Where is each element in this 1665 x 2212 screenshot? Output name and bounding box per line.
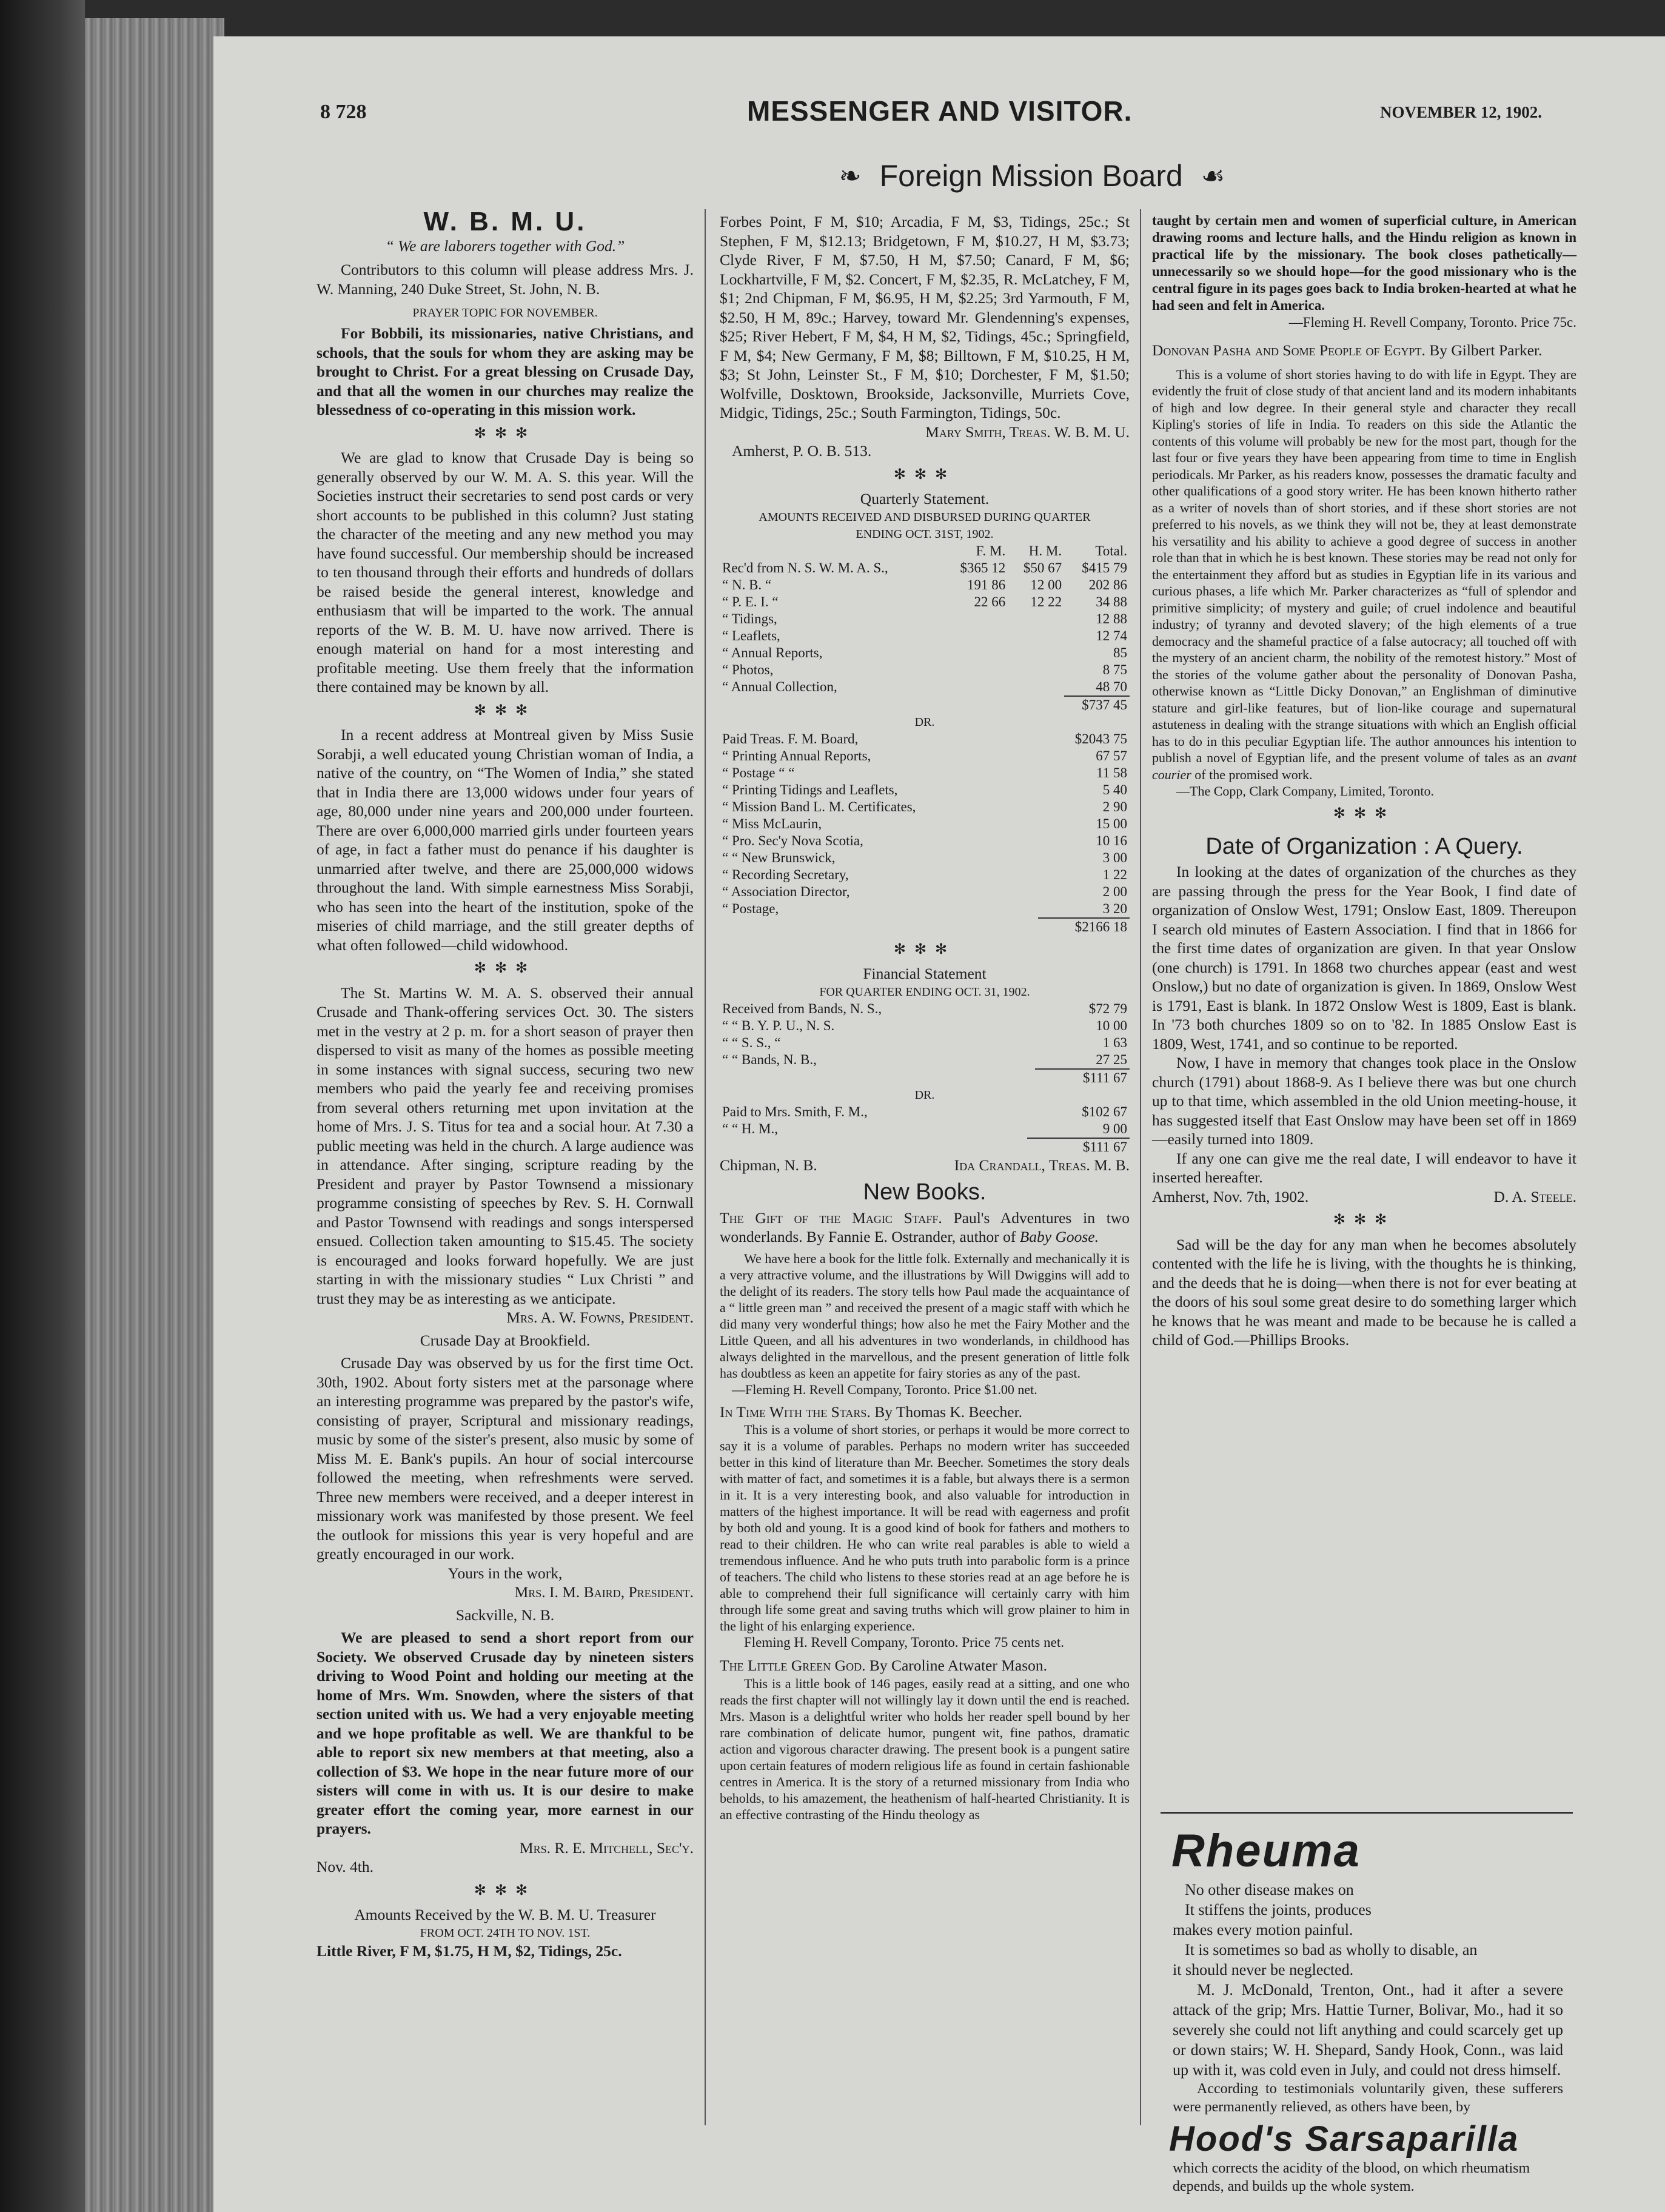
table-row: “ Association Director, 2 00 [722,883,1127,899]
column-rule [1140,209,1141,2125]
st-martins-signature: Mrs. A. W. Fowns, President. [506,1309,694,1326]
prayer-topic-heading: PRAYER TOPIC FOR NOVEMBER. [412,306,598,320]
newspaper-page [213,36,1665,2212]
financial-receipts-table [720,1000,1130,1087]
amounts-subheading: FROM OCT. 24TH TO NOV. 1ST. [420,1926,591,1940]
section-heading [638,152,1426,200]
date-of-organization-signature-line [1152,1187,1576,1207]
st-martins-report: The St. Martins W. M. A. S. observed their annual Crusade and Thank-offering services Oct. 30. The sisters met in the vestry at 2 p. m. for a short season of prayer then dispersed to visit as many of the homes as possible meeting in some instances with signal success, securing two new members who paid the yearly fee and receiving promises from several others returning met upon invitation at the home of Mrs. J. S. Titus for tea and a social hour. At 7.30 a public meeting was held in the church. A large audience was in attendance. After singing, scripture reading by the President and prayer by Pastor Townsend a missionary programme consisting of speeches by Rev. S. H. Cornwall and Pastor Townsend with readings and songs interspersed ensued. Collection taken amounting to $15.45. The society is encouraged and looks forward hopefully. We are just starting in with the missionary studies “ Lux Christi ” and trust they may be as interesting as we anticipate. [317,984,694,1307]
table-row: “ Miss McLaurin, 15 00 [722,816,1127,831]
table-header-row [720,543,1130,560]
star-divider: ✻✻✻ [474,702,537,719]
quarterly-subheading-2: ENDING OCT. 31ST, 1902. [856,527,994,541]
table-row: “ Printing Tidings and Leaflets, 5 40 [722,782,1127,797]
table-total-row: $111 67 [720,1069,1130,1087]
table-row: “ “ S. S., “ 1 63 [722,1034,1127,1050]
table-row: Rec'd from N. S. W. M. A. S., $365 12 $50 67 $415 79 [722,560,1127,575]
section-title: Foreign Mission Board [879,159,1183,193]
crusade-day-paragraph: We are glad to know that Crusade Day is being so generally observed by our W. M. A. S. this year. Will the Societies instruct their secretaries to send post cards or very short accounts to be published in this column? Just stating the character of the meeting and any new method you may have found successful. Our membership should be increased to ten thousand through their efforts and hundreds of dollars be raised beside the general interest, knowledge and enthusiasm that will be imparted to the work. The annual reports of the W. B. M. U. have now arrived. There is enough material on hand for a most interesting and profitable meeting. Use them freely that the information there contained may be known by all. [317,449,694,695]
new-books-heading: New Books. [863,1179,987,1205]
table-row: “ Mission Band L. M. Certificates, 2 90 [722,799,1127,814]
hoods-advertisement [1161,1812,1573,2196]
debit-heading: DR. [914,715,935,729]
leaf-ornament-icon: ☙ [1201,161,1225,191]
financial-signature: Ida Crandall, Treas. M. B. [954,1156,1130,1174]
table-row: Received from Bands, N. S., $72 79 [722,1000,1127,1016]
ad-line: makes every motion painful. [1173,1921,1353,1939]
phillips-brooks-quote: Sad will be the day for any man when he becomes absolutely contented with the life he is living, with the thoughts he is thinking, and the deeds that he is doing—when there is not for ever beating at the doors of his soul some great desire to do something larger which he knows that he was meant and made to be because he is called a child of God.—Phillips Brooks. [1152,1235,1576,1349]
sackville-heading: Sackville, N. B. [455,1606,555,1624]
table-row: “ Recording Secretary, 1 22 [722,866,1127,882]
ad-line: it should never be neglected. [1173,1961,1354,1979]
contributors-note: Contributors to this column will please address Mrs. J. W. Manning, 240 Duke Street, St. John, N. B. [317,261,694,298]
little-green-god-continued: taught by certain men and women of superficial culture, in American drawing rooms and lecture halls, and the Hindu religion as known in practical life by the missionary. The book closes pathetically—unnecessarily so we should hope—for the good missionary who is the central figure in its pages goes back to India broken-hearted at what he had seen and felt in America. [1152,213,1576,313]
ad-line: According to testimonials voluntarily given, these sufferers were permanently relieved, as others have been, by [1173,2081,1563,2115]
wbmu-motto: “ We are laborers together with God.” [385,236,625,255]
treasurer-address: Amherst, P. O. B. 513. [732,442,872,460]
date-of-organization-text-3: If any one can give me the real date, I will endeavor to have it inserted hereafter. [1152,1149,1576,1186]
table-row: “ Postage, 3 20 [722,900,1127,916]
ad-line: No other disease makes on [1185,1881,1354,1899]
book-donovan-pasha-publisher: —The Copp, Clark Company, Limited, Toronto. [1176,783,1434,799]
ad-line: It stiffens the joints, produces [1185,1901,1372,1919]
book-time-with-stars-review: This is a volume of short stories, or perhaps it would be more correct to say it is a volume of parables. Perhaps no modern writer has succeeded better in this kind of literature than Mr. Beecher. Sometimes the story deals with matter of fact, and sometimes it is a fable, but always there is a sermon in it. It is a very interesting book, and also valuable for introduction in matters of the highest importance. It will be read with eagerness and profit by both old and young. It is a good kind of book for fathers and mothers to read to their children. He who can write real parables is able to wield a tremendous influence. And he who puts truth into parabolic form is a prince of teachers. The child who listens to these stories read at an age before he is able to comprehend their full significance will certainly carry with him through life some great and saving truths which will grow plainer to him in the light of his enlarging experience. [720,1422,1130,1634]
ad-line: which corrects the acidity of the blood, on which rheumatism depends, and builds up the whole system. [1173,2160,1530,2194]
sackville-report: We are pleased to send a short report from our Society. We observed Crusade day by nineteen sisters driving to Wood Point and holding our meeting at the home of Mrs. Wm. Snowden, where the sisters of that section united with us. We had a very enjoyable meeting and we hope profitable as well. We are thankful to be able to report six new members at that meeting, also a collection of $3. We hope in the near future more of our sisters will come in with us. It is our desire to make greater effort the coming year, more earnest in our prayers. [317,1629,694,1837]
column-accounts-books [720,212,1130,1823]
date-of-organization-place: Amherst, Nov. 7th, 1902. [1152,1187,1309,1205]
star-divider: ✻✻✻ [1333,806,1396,822]
quarterly-receipts-table [720,543,1130,714]
date-of-organization-signature: D. A. Steele. [1493,1187,1576,1205]
table-row: “ “ Bands, N. B., 27 25 [722,1051,1127,1067]
table-row: “ Postage “ “ 11 58 [722,765,1127,780]
wbmu-title: W. B. M. U. [423,207,587,236]
prayer-topic: For Bobbili, its missionaries, native Christians, and schools, that the souls for whom they are asking may be brought to Christ. For a great blessing on Crusade Day, and that all the women in our churches may realize the blessedness of co-operating in this mission work. [317,324,694,418]
brookfield-signature: Mrs. I. M. Baird, President. [514,1583,694,1601]
ad-line: It is sometimes so bad as wholly to disable, an [1185,1941,1478,1959]
star-divider: ✻✻✻ [1333,1212,1396,1228]
column-header: F. M. [976,543,1006,558]
issue-date: NOVEMBER 12, 1902. [1380,103,1543,121]
column-header: H. M. [1028,543,1062,558]
book-gift-magic-staff-title: The Gift of the Magic Staff. Paul's Adventures in two wonderlands. By Fannie E. Ostrander, author of Baby Goose. [720,1208,1130,1245]
date-of-organization-text-2: Now, I have in memory that changes took place in the Onslow church (1791) about 1868-9. As I believe there was but one church up to that time, which assembled in the old Union meeting-house, it has suggested itself that East Onslow may have been set off in 1869—easily turned into 1809. [1152,1054,1576,1148]
column-wbmu [317,207,694,1960]
treasurer-signature: Mary Smith, Treas. W. B. M. U. [925,423,1130,441]
sackville-signature: Mrs. R. E. Mitchell, Sec'y. [519,1838,694,1857]
sorabji-paragraph: In a recent address at Montreal given by Miss Susie Sorabji, a well educated young Christian woman of India, a native of the country, on “The Women of India,” she stated that in India there are 13,000 widows under four years of age, 80,000 under nine years and 200,000 under fourteen. There are over 6,000,000 married girls under fourteen years of age, in fact a father must do penance if his daughter is unmarried after twelve, and there are 25,000,000 widows throughout the land. With simple earnestness Miss Sorabji, who has seen into the heart of the institution, spoke of the miseries of child marriage, and the still greater depths of what often followed—child widowhood. [317,726,694,954]
table-row: “ Pro. Sec'y Nova Scotia, 10 16 [722,833,1127,848]
date-of-organization-heading: Date of Organization : A Query. [1205,833,1523,859]
financial-place: Chipman, N. B. [720,1156,817,1174]
book-little-green-god-review: This is a little book of 146 pages, easily read at a sitting, and one who reads the first chapter will not willingly lay it down until the end is reached. Mrs. Mason is a delightful writer who holds her reader spell bound by her rare combination of delicate humor, pungent wit, fine pathos, dramatic action and vigorous character drawing. The present book is a pungent satire upon certain features of modern religious life as found in certain fashionable centres in America. It is the story of a returned missionary from India who beholds, to his amazement, the heathenism of half-hearted Christianity. It is an effective contrasting of the Hindu theology as [720,1675,1130,1822]
financial-heading: Financial Statement [863,965,987,982]
book-time-with-stars-publisher: Fleming H. Revell Company, Toronto. Price 75 cents net. [744,1635,1064,1650]
brookfield-heading: Crusade Day at Brookfield. [420,1331,591,1349]
financial-subheading: FOR QUARTER ENDING OCT. 31, 1902. [819,985,1030,999]
ad-testimonials: M. J. McDonald, Trenton, Ont., had it after a severe attack of the grip; Mrs. Hattie Turner, Bolivar, Mo., had it so severely she could not lift anything and could scarcely get up or down stairs; W. H. Shepard, Sandy Hook, Conn., was laid up with it, was cold even in July, and could not dress himself. [1173,1981,1563,2079]
table-row: “ Printing Annual Reports, 67 57 [722,748,1127,763]
star-divider: ✻✻✻ [474,960,537,976]
leaf-ornament-icon: ❧ [839,161,862,191]
book-donovan-pasha-review: This is a volume of short stories having to do with life in Egypt. They are evidently the fruit of close study of that ancient land and its modern inhabitants of high and low degree. In their general style and character they recall Kipling's stories of life in India. To readers on this side the Atlantic the contents of this volume will probably be new for the most part, though for the last four or five years they have been appearing from time to time in English periodicals. Mr Parker, as his readers know, possesses the dramatic faculty and other qualifications of a good story writer. He has been known hitherto rather as a writer of novels than of short stories, and if these short stories are not preferred to his novels, as we think they will not be, they at least demonstrate his versatility and his ability to achieve a good degree of success in another role than that in which he is best known. These stories may be read not only for the entertainment they afford but as studies in Egyptian life in its various and curious phases, a life which Mr. Parker characterizes as “full of splendor and primitive simplicity; of mystery and guile; of cruel indolence and beautiful industry; of tyranny and devoted slavery; of the high elements of a true democracy and the shameful practice of a false autocracy; all touched off with the mystery of an ancient charm, the nobility of the remotest history.” Most of the stories of the volume gather about the personality of Donovan Pasha, otherwise known as “Little Dicky Donovan,” an Englishman of diminutive stature and girl-like features, but of lion-like courage and supernatural astuteness in dealing with the strange situations with which an English official has to do in this peculiar Egyptian life. The author announces his intention to publish a novel of Egyptian life, and the present volume of tales as an avant courier of the promised work. [1152,366,1577,782]
scanner-background [0,0,85,2212]
table-row: “ P. E. I. “ 22 66 12 22 34 88 [722,594,1127,609]
table-row: “ “ H. M., 9 00 [722,1121,1127,1136]
table-row: “ Leaflets, 12 74 [722,628,1127,643]
financial-debit-heading: DR. [914,1088,935,1102]
bound-page-edges [85,18,224,2212]
book-time-with-stars-title: In Time With the Stars. By Thomas K. Beecher. [720,1403,1023,1421]
column-rule [705,209,706,2125]
little-green-god-publisher: —Fleming H. Revell Company, Toronto. Price 75c. [1288,315,1576,330]
table-row: Paid to Mrs. Smith, F. M., $102 67 [722,1104,1127,1119]
table-total-row: $2166 18 [720,918,1130,936]
quarterly-heading: Quarterly Statement. [860,490,990,508]
book-gift-magic-staff-publisher: —Fleming H. Revell Company, Toronto. Price $1.00 net. [732,1381,1037,1397]
quarterly-disbursements-table [720,731,1130,936]
book-little-green-god-title: The Little Green God. By Caroline Atwater Mason. [720,1657,1048,1674]
table-row: “ Annual Collection, 48 70 [722,679,1127,694]
star-divider: ✻✻✻ [474,425,537,441]
ad-title: Rheuma [1171,1825,1361,1877]
star-divider: ✻✻✻ [893,466,956,483]
table-total-row: $737 45 [720,696,1130,714]
star-divider: ✻✻✻ [474,1882,537,1899]
table-row: “ Photos, 8 75 [722,662,1127,677]
receipts-list: Forbes Point, F M, $10; Arcadia, F M, $3, Tidings, 25c.; St Stephen, F M, $12.13; Bridgetown, F M, $10.27, H M, $3.73; Clyde River, F M, $7.50, H M, $7.50; Canard, F M, $6; Lockhartville, F M, $2. Concert, F M, $2.35, R. McLatchey, F M, $1; 2nd Chipman, F M, $6.95, H M, $2.25; 3rd Yarmouth, F M, $2.50, H M, 89c.; Harvey, toward Mr. Glendenning's expenses, $25; River Hebert, F M, $4, H M, $2, Tidings, 45c.; Springfield, F M, $4; New Germany, F M, $8; Billtown, F M, $10.25, H M, $3; St John, Leinster St., F M, $10; Dorchester, F M, $1.50; Wolfville, Dosktown, Brookside, Jacksonville, Murriets Cove, Midgic, Tidings, 25c.; South Farmington, Tidings, 50c. [720,213,1130,421]
table-row: “ Tidings, 12 88 [722,611,1127,626]
masthead: MESSENGER AND VISITOR. [747,95,1133,127]
column-reviews-query [1152,212,1576,1350]
table-total-row: $111 67 [720,1138,1130,1156]
page-number: 8 728 [320,101,367,123]
book-gift-magic-staff-review: We have here a book for the little folk. Externally and mechanically it is a very attractive volume, and the illustrations by Will Dwiggins will add to the delight of its readers. The story tells how Paul made the acquaintance of a “ little green man ” and received the present of a magic staff with which he did many very wonderful things; how also he met the Fairy Mother and the Little Queen, and all his adventures in two wonderlands, in childhood has always delighted in the marvellous, and the present generation of little folk has doubtless as keen an appetite for fairy stories as any of the past. [720,1250,1130,1381]
table-row: “ Annual Reports, 85 [722,645,1127,660]
table-row: Paid Treas. F. M. Board, $2043 75 [722,731,1127,746]
amounts-first-line: Little River, F M, $1.75, H M, $2, Tidings, 25c. [317,1942,622,1960]
star-divider: ✻✻✻ [893,941,956,957]
ad-brand: Hood's Sarsaparilla [1169,2119,1519,2159]
sackville-date: Nov. 4th. [317,1858,374,1875]
table-row: “ N. B. “ 191 86 12 00 202 86 [722,577,1127,592]
brookfield-report: Crusade Day was observed by us for the first time Oct. 30th, 1902. About forty sisters met at the parsonage where an interesting programme was prepared by the pastor's wife, consisting of prayer, Scriptural and missionary readings, music by some of the sister's present, also music by some of Miss M. E. Bank's pupils. An hour of social intercourse followed the meeting, when refreshments were served. Three new members were received, and a deeper interest in missionary work was manifested by those present. We feel the outlook for missions this year is very hopeful and are greatly encouraged in our work. [317,1354,694,1563]
book-donovan-pasha-title: Donovan Pasha and Some People of Egypt. By Gilbert Parker. [1152,341,1543,359]
quarterly-subheading-1: AMOUNTS RECEIVED AND DISBURSED DURING QUARTER [759,510,1091,524]
brookfield-closing: Yours in the work, [447,1564,563,1582]
table-row: “ “ B. Y. P. U., N. S. 10 00 [722,1017,1127,1033]
financial-signature-line [720,1156,1130,1175]
financial-payments-table [720,1104,1130,1156]
date-of-organization-text: In looking at the dates of organization of the churches as they are passing through the press for the Year Book, I find date of organization of Onslow West, 1791; Onslow East, 1809. Thereupon I search old minutes of Eastern Association. I find that in 1866 for the first time dates of organization are given. In that year Onslow (one church) is 1791. In 1868 two churches appear (east and west Onslow,) but no date of organization is given. In 1869, Onslow West is 1791, East is blank. In 1872 Onslow West is 1809, East is blank. In '73 both churches 1809 so on to '82. In 1885 Onslow East is 1809, West, 1741, and so continue to be reported. [1152,863,1576,1053]
amounts-heading: Amounts Received by the W. B. M. U. Treasurer [354,1906,656,1923]
table-row: “ “ New Brunswick, 3 00 [722,850,1127,865]
column-header: Total. [1095,543,1127,558]
